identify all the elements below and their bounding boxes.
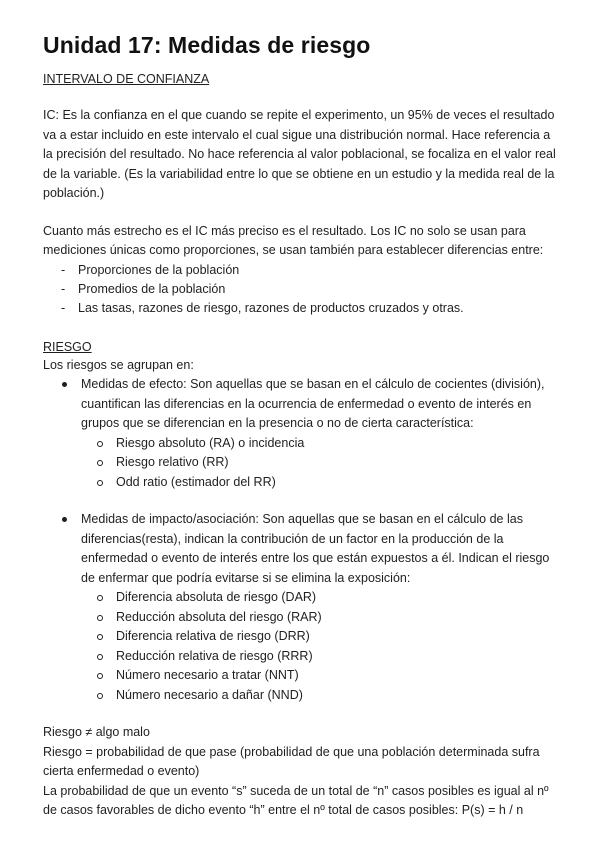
riesgo-line-1: Riesgo ≠ algo malo: [43, 725, 150, 739]
ic-paragraph-2: Cuanto más estrecho es el IC más preciso es el resultado. Los IC no solo se usan para mediciones únicas como proporciones, se usan también para establecer diferencias entre:: [43, 223, 544, 257]
medidas-efecto-item: [43, 375, 560, 510]
riesgo-intro: Los riesgos se agrupan en:: [43, 357, 194, 372]
page-title: Unidad 17: Medidas de riesgo: [43, 32, 371, 58]
medidas-impacto-item: [43, 510, 560, 705]
ic-dash-list: [43, 261, 560, 318]
list-item: Reducción absoluta del riesgo (RAR): [81, 608, 560, 628]
riesgo-bullet-list: [43, 375, 560, 705]
riesgo-line-3: La probabilidad de que un evento “s” suceda de un total de “n” casos posibles es igual al nº de casos favorables de dicho evento “h” entre el nº total de casos posibles: P(s) = h / n: [43, 783, 549, 817]
list-item: Riesgo relativo (RR): [81, 453, 560, 473]
efecto-sublist: [81, 434, 560, 493]
riesgo-line-2: Riesgo = probabilidad de que pase (probabilidad de que una población determinada sufra cierta enfermedad o evento): [43, 744, 540, 778]
list-item: Diferencia relativa de riesgo (DRR): [81, 627, 560, 647]
list-item: Odd ratio (estimador del RR): [81, 473, 560, 493]
list-item: - Las tasas, razones de riesgo, razones de productos cruzados y otras.: [43, 299, 560, 318]
medidas-efecto-text: Medidas de efecto: Son aquellas que se basan en el cálculo de cocientes (división), cuantifican las diferencias en la ocurrencia de enfermedad o evento de interés en grupos que se diferencian en la presencia o no de cierta característica:: [81, 377, 545, 430]
section-heading-intervalo: INTERVALO DE CONFIANZA: [43, 72, 210, 86]
list-item: - Promedios de la población: [43, 280, 560, 299]
list-item: - Proporciones de la población: [43, 261, 560, 280]
ic-paragraph-1: IC: Es la confianza en el que cuando se repite el experimento, un 95% de veces el resultado va a estar incluido en este intervalo el cual sigue una distribución normal. Hace referencia a la precisión del resultado. No hace referencia al valor poblacional, se focaliza en el valor real de la variable. (Es la variabilidad entre lo que se obtiene en un estudio y la medida real de la población.): [43, 108, 556, 200]
list-item: Número necesario a tratar (NNT): [81, 666, 560, 686]
list-item: Reducción relativa de riesgo (RRR): [81, 647, 560, 667]
list-item: Riesgo absoluto (RA) o incidencia: [81, 434, 560, 454]
impacto-sublist: [81, 588, 560, 705]
medidas-impacto-text: Medidas de impacto/asociación: Son aquellas que se basan en el cálculo de las diferencias(resta), indican la contribución de un factor en la producción de la enfermedad o evento de interés entre los que están expuestos a él. Indican el riesgo de enfermar que podría evitarse si se elimina la exposición:: [81, 512, 550, 585]
list-item: Diferencia absoluta de riesgo (DAR): [81, 588, 560, 608]
section-heading-riesgo: RIESGO: [43, 339, 92, 354]
list-item: Número necesario a dañar (NND): [81, 686, 560, 706]
